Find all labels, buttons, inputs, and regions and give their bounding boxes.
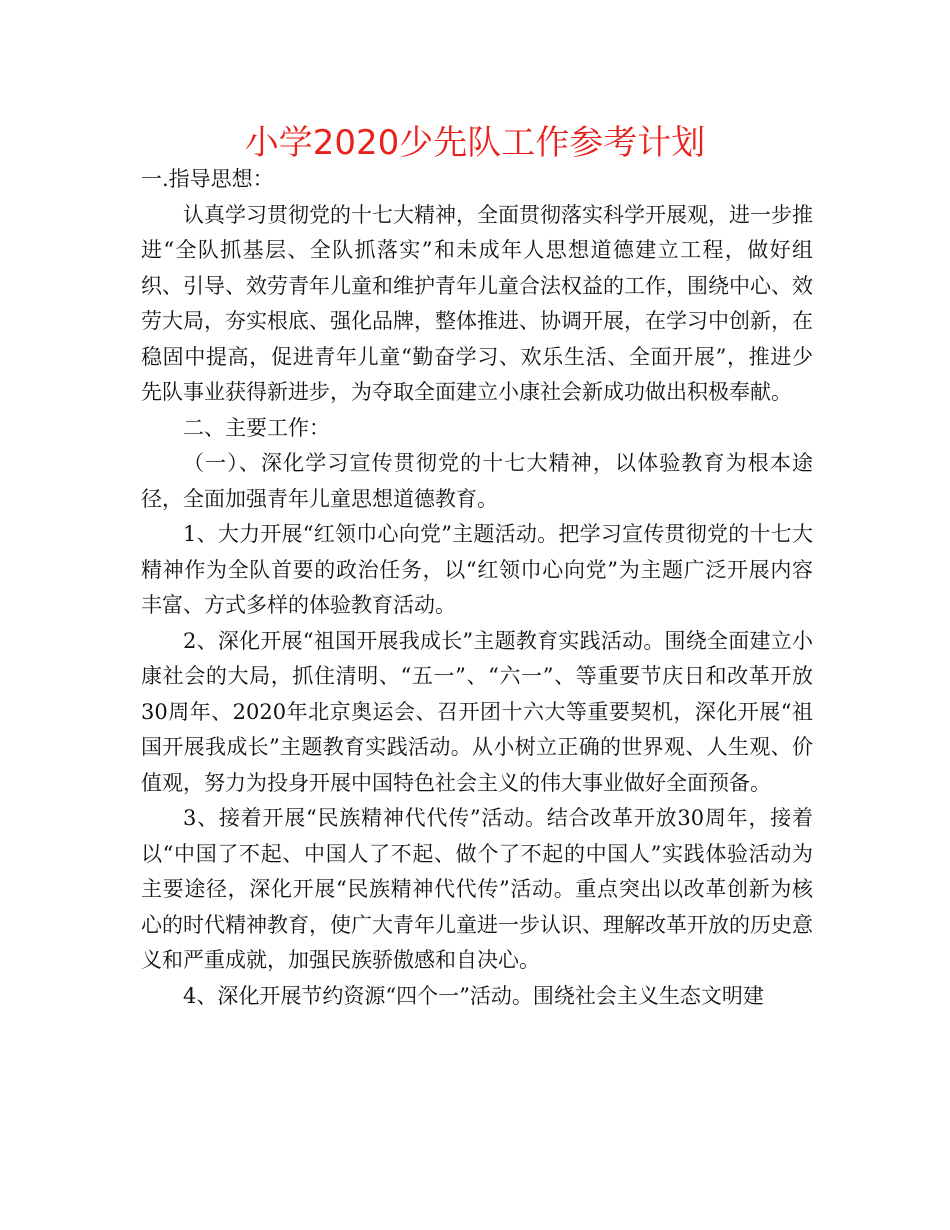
paragraph: 2、深化开展“祖国开展我成长”主题教育实践活动。围绕全面建立小康社会的大局，抓住清明、“五一”、“六一”、等重要节庆日和改革开放30周年、2020年北京奥运会、召开团十六大等重要契机，深化开展“祖国开展我成长”主题教育实践活动。从小树立正确的世界观、人生观、价值观，努力为投身开展中国特色社会主义的伟大事业做好全面预备。 — [141, 628, 813, 795]
section-heading-guiding-thought: 一.指导思想： — [141, 167, 274, 191]
paragraph: 认真学习贯彻党的十七大精神，全面贯彻落实科学开展观，进一步推进“全队抓基层、全队抓落实”和未成年人思想道德建立工程，做好组织、引导、效劳青年儿童和维护青年儿童合法权益的工作，围绕中心、效劳大局，夯实根底、强化品牌，整体推进、协调开展，在学习中创新，在稳固中提高，促进青年儿童“勤奋学习、欢乐生活、全面开展”，推进少先队事业获得新进步，为夺取全面建立小康社会新成功做出积极奉献。 — [141, 202, 813, 404]
paragraph: 1、大力开展“红领巾心向党”主题活动。把学习宣传贯彻党的十七大精神作为全队首要的政治任务，以“红领巾心向党”为主题广泛开展内容丰富、方式多样的体验教育活动。 — [141, 522, 813, 617]
paragraph: 4、深化开展节约资源“四个一”活动。围绕社会主义生态文明建 — [183, 983, 764, 1008]
paragraph: 3、接着开展“民族精神代代传”活动。结合改革开放30周年，接着以“中国了不起、中国人了不起、做个了不起的中国人”实践体验活动为主要途径，深化开展“民族精神代代传”活动。重点突出以改革创新为核心的时代精神教育，使广大青年儿童进一步认识、理解改革开放的历史意义和严重成就，加强民族骄傲感和自决心。 — [141, 806, 813, 972]
section-heading-main-work: 二、主要工作： — [183, 415, 330, 440]
document-title: 小学2020少先队工作参考计划 — [244, 123, 706, 163]
document-body — [141, 162, 813, 1014]
paragraph: （一）、深化学习宣传贯彻党的十七大精神，以体验教育为根本途径，全面加强青年儿童思想道德教育。 — [141, 451, 813, 511]
